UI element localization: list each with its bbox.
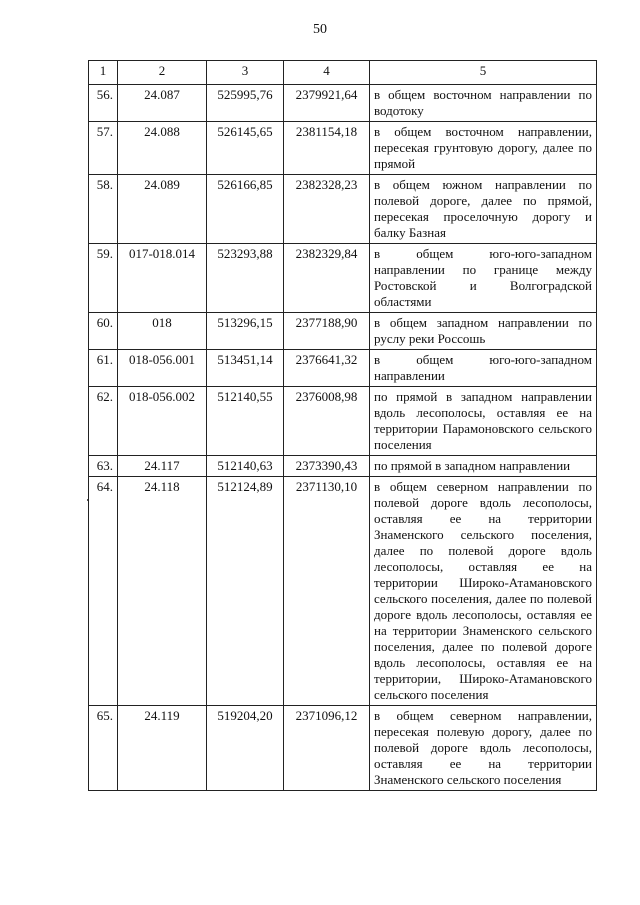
coordinate-x: 512140,63 [207,456,284,477]
point-id: 24.118 [118,477,207,706]
coordinate-y: 2373390,43 [284,456,370,477]
boundary-description: в общем восточном направлении, пересекая грунтовую дорогу, далее по прямой [370,122,597,175]
boundary-description: в общем западном направлении по руслу реки Россошь [370,313,597,350]
coordinate-x: 512124,89 [207,477,284,706]
table-row [89,456,597,477]
point-id: 018-056.002 [118,387,207,456]
table-header-row [89,61,597,85]
coordinate-x: 526145,65 [207,122,284,175]
column-header-y: 4 [284,61,370,85]
row-number: 62. [89,387,118,456]
boundary-description: в общем восточном направлении по водотоку [370,85,597,122]
boundary-description: в общем северном направлении по полевой дороге вдоль лесополосы, оставляя ее на территории Знаменского сельского поселения, далее по полевой дороге вдоль лесополосы, оставляя ее на территории Широко-Атамановского сельского поселения, далее по полевой дороге вдоль лесополосы, оставляя ее на территории Знаменского сельского поселения, далее по полевой дороге вдоль лесополосы, оставляя ее на территории, Широко-Атамановского сельского поселения [370,477,597,706]
row-number: 59. [89,244,118,313]
coordinate-y: 2371096,12 [284,706,370,791]
coordinate-x: 513296,15 [207,313,284,350]
coordinate-y: 2377188,90 [284,313,370,350]
boundary-description: в общем юго-юго-западном направлении [370,350,597,387]
boundary-description: в общем южном направлении по полевой дороге, далее по прямой, пересекая проселочную дорогу и балку Базная [370,175,597,244]
coordinate-y: 2382328,23 [284,175,370,244]
table-row [89,85,597,122]
table-row [89,175,597,244]
row-number: 58. [89,175,118,244]
row-number: 63. [89,456,118,477]
row-number: 57. [89,122,118,175]
coordinate-y: 2381154,18 [284,122,370,175]
coordinate-y: 2382329,84 [284,244,370,313]
row-number: 65. [89,706,118,791]
table-row [89,244,597,313]
table-row [89,350,597,387]
coordinate-y: 2376008,98 [284,387,370,456]
coordinate-x: 525995,76 [207,85,284,122]
table-row [89,387,597,456]
table-body [89,85,597,791]
row-number: 64. [89,477,118,706]
page-number: 50 [313,22,327,37]
boundary-description: в общем северном направлении, пересекая полевую дорогу, далее по полевой дороге вдоль лесополосы, оставляя ее на территории Знаменского сельского поселения [370,706,597,791]
boundary-description: в общем юго-юго-западном направлении по границе между Ростовской и Волгоградской областями [370,244,597,313]
point-id: 24.088 [118,122,207,175]
point-id: 24.119 [118,706,207,791]
boundary-description: по прямой в западном направлении вдоль лесополосы, оставляя ее на территории Парамоновского сельского поселения [370,387,597,456]
boundary-table [88,60,597,791]
coordinate-x: 513451,14 [207,350,284,387]
boundary-description: по прямой в западном направлении [370,456,597,477]
point-id: 24.117 [118,456,207,477]
coordinate-y: 2371130,10 [284,477,370,706]
point-id: 018 [118,313,207,350]
point-id: 018-056.001 [118,350,207,387]
table-row [89,313,597,350]
coordinate-x: 526166,85 [207,175,284,244]
row-number: 60. [89,313,118,350]
column-header-x: 3 [207,61,284,85]
column-header-point: 2 [118,61,207,85]
table-row [89,477,597,706]
point-id: 017-018.014 [118,244,207,313]
coordinate-y: 2379921,64 [284,85,370,122]
point-id: 24.089 [118,175,207,244]
column-header-number: 1 [89,61,118,85]
column-header-description: 5 [370,61,597,85]
coordinate-x: 519204,20 [207,706,284,791]
table-row [89,122,597,175]
coordinate-x: 512140,55 [207,387,284,456]
coordinate-x: 523293,88 [207,244,284,313]
point-id: 24.087 [118,85,207,122]
table-row [89,706,597,791]
row-number: 61. [89,350,118,387]
coordinate-y: 2376641,32 [284,350,370,387]
row-number: 56. [89,85,118,122]
